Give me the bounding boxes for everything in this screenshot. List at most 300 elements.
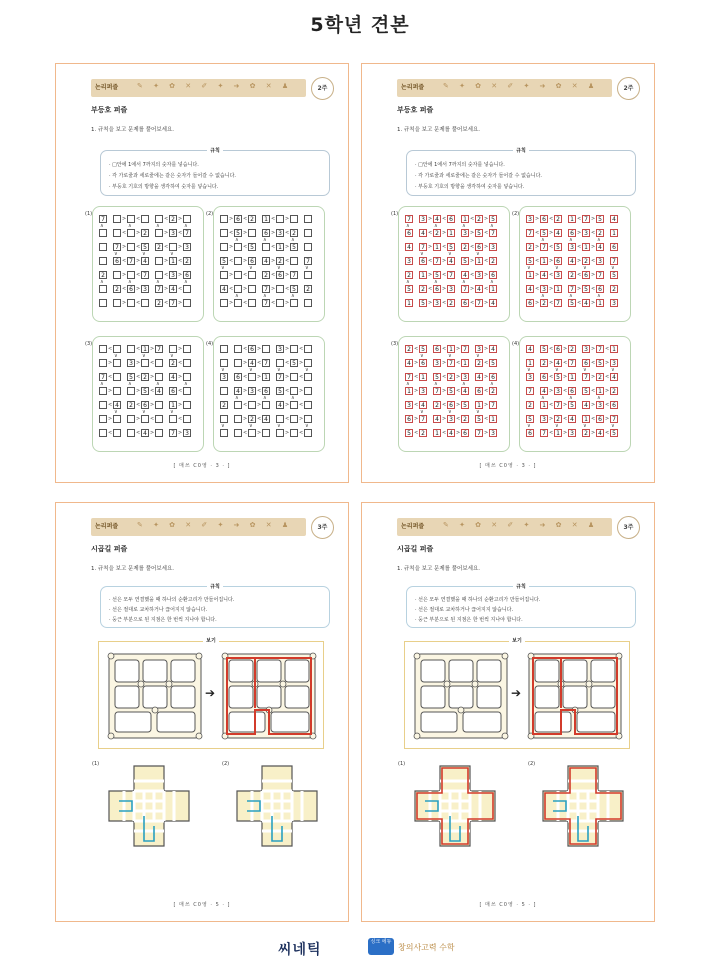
number-cell[interactable]: 5 — [526, 257, 534, 265]
number-cell[interactable]: 7 — [155, 285, 163, 293]
number-cell[interactable]: 7 — [405, 215, 413, 223]
number-cell[interactable]: 3 — [582, 229, 590, 237]
number-cell[interactable]: 4 — [433, 415, 441, 423]
number-cell[interactable] — [304, 345, 312, 353]
number-cell[interactable]: 2 — [169, 359, 177, 367]
number-cell[interactable] — [304, 229, 312, 237]
number-cell[interactable]: 1 — [405, 387, 413, 395]
number-cell[interactable]: 3 — [183, 243, 191, 251]
number-cell[interactable] — [127, 215, 135, 223]
number-cell[interactable] — [141, 415, 149, 423]
number-cell[interactable]: 6 — [405, 415, 413, 423]
number-cell[interactable] — [290, 345, 298, 353]
number-cell[interactable]: 4 — [447, 429, 455, 437]
number-cell[interactable]: 6 — [248, 345, 256, 353]
number-cell[interactable] — [155, 257, 163, 265]
number-cell[interactable] — [220, 271, 228, 279]
number-cell[interactable]: 6 — [475, 243, 483, 251]
number-cell[interactable]: 4 — [447, 257, 455, 265]
number-cell[interactable]: 3 — [610, 359, 618, 367]
number-cell[interactable]: 4 — [220, 285, 228, 293]
number-cell[interactable]: 2 — [248, 415, 256, 423]
number-cell[interactable]: 3 — [419, 387, 427, 395]
number-cell[interactable]: 1 — [526, 359, 534, 367]
number-cell[interactable]: 5 — [141, 243, 149, 251]
number-cell[interactable]: 4 — [433, 215, 441, 223]
number-cell[interactable]: 3 — [248, 387, 256, 395]
number-cell[interactable] — [234, 429, 242, 437]
number-cell[interactable]: 3 — [489, 429, 497, 437]
number-cell[interactable]: 2 — [610, 285, 618, 293]
number-cell[interactable]: 7 — [169, 429, 177, 437]
number-cell[interactable]: 2 — [447, 299, 455, 307]
number-cell[interactable] — [304, 299, 312, 307]
number-cell[interactable]: 6 — [433, 345, 441, 353]
number-cell[interactable]: 6 — [489, 271, 497, 279]
number-cell[interactable]: 2 — [290, 229, 298, 237]
number-cell[interactable]: 2 — [582, 257, 590, 265]
number-cell[interactable]: 7 — [304, 257, 312, 265]
number-cell[interactable]: 7 — [582, 215, 590, 223]
number-cell[interactable] — [304, 429, 312, 437]
number-cell[interactable]: 6 — [461, 299, 469, 307]
number-cell[interactable]: 3 — [447, 415, 455, 423]
number-cell[interactable] — [234, 299, 242, 307]
number-cell[interactable] — [220, 387, 228, 395]
number-cell[interactable]: 5 — [276, 387, 284, 395]
number-cell[interactable] — [127, 429, 135, 437]
number-cell[interactable]: 4 — [461, 387, 469, 395]
number-cell[interactable]: 2 — [554, 415, 562, 423]
number-cell[interactable] — [262, 345, 270, 353]
number-cell[interactable]: 6 — [262, 229, 270, 237]
number-cell[interactable]: 2 — [304, 285, 312, 293]
number-cell[interactable]: 5 — [433, 373, 441, 381]
number-cell[interactable]: 7 — [526, 387, 534, 395]
number-cell[interactable] — [183, 345, 191, 353]
number-cell[interactable] — [127, 345, 135, 353]
number-cell[interactable]: 5 — [568, 299, 576, 307]
number-cell[interactable]: 1 — [582, 415, 590, 423]
number-cell[interactable]: 5 — [220, 257, 228, 265]
number-cell[interactable]: 3 — [169, 229, 177, 237]
number-cell[interactable]: 5 — [290, 285, 298, 293]
number-cell[interactable]: 4 — [582, 401, 590, 409]
number-cell[interactable] — [220, 229, 228, 237]
number-cell[interactable] — [155, 271, 163, 279]
number-cell[interactable]: 2 — [568, 271, 576, 279]
number-cell[interactable] — [234, 271, 242, 279]
number-cell[interactable]: 2 — [248, 215, 256, 223]
number-cell[interactable]: 7 — [475, 299, 483, 307]
number-cell[interactable]: 4 — [419, 401, 427, 409]
number-cell[interactable]: 5 — [419, 299, 427, 307]
number-cell[interactable]: 3 — [405, 257, 413, 265]
number-cell[interactable]: 3 — [568, 429, 576, 437]
number-cell[interactable] — [262, 429, 270, 437]
number-cell[interactable]: 4 — [568, 257, 576, 265]
number-cell[interactable]: 1 — [169, 401, 177, 409]
number-cell[interactable]: 2 — [489, 387, 497, 395]
number-cell[interactable]: 3 — [475, 345, 483, 353]
number-cell[interactable] — [248, 373, 256, 381]
number-cell[interactable]: 1 — [610, 345, 618, 353]
number-cell[interactable]: 4 — [540, 271, 548, 279]
number-cell[interactable]: 1 — [169, 257, 177, 265]
number-cell[interactable]: 7 — [582, 373, 590, 381]
number-cell[interactable]: 7 — [596, 345, 604, 353]
number-cell[interactable]: 7 — [290, 271, 298, 279]
number-cell[interactable]: 3 — [127, 359, 135, 367]
number-cell[interactable] — [99, 299, 107, 307]
number-cell[interactable]: 6 — [596, 415, 604, 423]
number-cell[interactable] — [304, 271, 312, 279]
number-cell[interactable]: 4 — [582, 299, 590, 307]
number-cell[interactable]: 3 — [568, 243, 576, 251]
number-cell[interactable]: 1 — [461, 359, 469, 367]
number-cell[interactable]: 3 — [461, 373, 469, 381]
number-cell[interactable]: 3 — [554, 387, 562, 395]
number-cell[interactable]: 3 — [433, 359, 441, 367]
number-cell[interactable]: 5 — [540, 229, 548, 237]
number-cell[interactable]: 6 — [582, 359, 590, 367]
number-cell[interactable] — [155, 401, 163, 409]
number-cell[interactable] — [276, 285, 284, 293]
number-cell[interactable]: 4 — [141, 429, 149, 437]
number-cell[interactable] — [183, 401, 191, 409]
number-cell[interactable]: 5 — [540, 345, 548, 353]
number-cell[interactable]: 6 — [447, 401, 455, 409]
number-cell[interactable]: 3 — [169, 271, 177, 279]
number-cell[interactable]: 7 — [262, 359, 270, 367]
number-cell[interactable] — [113, 299, 121, 307]
number-cell[interactable]: 6 — [526, 429, 534, 437]
number-cell[interactable] — [248, 285, 256, 293]
number-cell[interactable] — [127, 415, 135, 423]
number-cell[interactable]: 3 — [183, 429, 191, 437]
number-cell[interactable]: 1 — [489, 285, 497, 293]
number-cell[interactable]: 5 — [127, 373, 135, 381]
number-cell[interactable]: 4 — [475, 373, 483, 381]
number-cell[interactable] — [290, 429, 298, 437]
number-cell[interactable]: 3 — [610, 299, 618, 307]
number-cell[interactable]: 1 — [262, 215, 270, 223]
number-cell[interactable]: 1 — [582, 243, 590, 251]
number-cell[interactable] — [155, 429, 163, 437]
number-cell[interactable]: 4 — [405, 243, 413, 251]
number-cell[interactable]: 4 — [405, 359, 413, 367]
number-cell[interactable]: 6 — [419, 359, 427, 367]
number-cell[interactable]: 5 — [554, 373, 562, 381]
number-cell[interactable] — [113, 345, 121, 353]
number-cell[interactable]: 6 — [169, 387, 177, 395]
number-cell[interactable]: 3 — [582, 345, 590, 353]
number-cell[interactable]: 3 — [405, 401, 413, 409]
number-cell[interactable]: 3 — [141, 285, 149, 293]
number-cell[interactable]: 6 — [234, 373, 242, 381]
number-cell[interactable]: 3 — [447, 285, 455, 293]
number-cell[interactable]: 6 — [183, 271, 191, 279]
number-cell[interactable]: 5 — [582, 285, 590, 293]
number-cell[interactable]: 7 — [113, 243, 121, 251]
number-cell[interactable]: 6 — [248, 257, 256, 265]
number-cell[interactable] — [169, 345, 177, 353]
number-cell[interactable]: 7 — [99, 373, 107, 381]
number-cell[interactable]: 4 — [610, 373, 618, 381]
number-cell[interactable]: 7 — [276, 373, 284, 381]
number-cell[interactable]: 6 — [610, 401, 618, 409]
number-cell[interactable]: 1 — [540, 257, 548, 265]
number-cell[interactable] — [290, 415, 298, 423]
number-cell[interactable] — [113, 359, 121, 367]
number-cell[interactable]: 7 — [489, 229, 497, 237]
number-cell[interactable] — [113, 387, 121, 395]
number-cell[interactable]: 6 — [568, 229, 576, 237]
number-cell[interactable]: 7 — [610, 257, 618, 265]
number-cell[interactable] — [290, 373, 298, 381]
number-cell[interactable]: 7 — [447, 359, 455, 367]
number-cell[interactable]: 1 — [447, 345, 455, 353]
number-cell[interactable]: 1 — [475, 401, 483, 409]
number-cell[interactable]: 6 — [419, 257, 427, 265]
number-cell[interactable] — [234, 359, 242, 367]
number-cell[interactable] — [99, 415, 107, 423]
number-cell[interactable]: 7 — [262, 299, 270, 307]
number-cell[interactable]: 5 — [582, 387, 590, 395]
number-cell[interactable]: 7 — [141, 271, 149, 279]
number-cell[interactable] — [113, 215, 121, 223]
number-cell[interactable]: 6 — [610, 243, 618, 251]
number-cell[interactable]: 6 — [433, 285, 441, 293]
number-cell[interactable] — [127, 299, 135, 307]
number-cell[interactable]: 5 — [554, 243, 562, 251]
number-cell[interactable] — [155, 359, 163, 367]
number-cell[interactable] — [276, 429, 284, 437]
number-cell[interactable] — [290, 387, 298, 395]
number-cell[interactable]: 3 — [276, 229, 284, 237]
number-cell[interactable]: 2 — [596, 373, 604, 381]
number-cell[interactable]: 4 — [475, 285, 483, 293]
number-cell[interactable]: 5 — [526, 415, 534, 423]
number-cell[interactable]: 5 — [610, 271, 618, 279]
number-cell[interactable] — [220, 415, 228, 423]
number-cell[interactable]: 6 — [526, 299, 534, 307]
number-cell[interactable] — [99, 229, 107, 237]
number-cell[interactable] — [99, 243, 107, 251]
number-cell[interactable] — [141, 359, 149, 367]
number-cell[interactable]: 7 — [419, 243, 427, 251]
number-cell[interactable] — [220, 345, 228, 353]
number-cell[interactable]: 1 — [568, 215, 576, 223]
number-cell[interactable] — [262, 243, 270, 251]
number-cell[interactable]: 1 — [419, 271, 427, 279]
number-cell[interactable] — [141, 299, 149, 307]
number-cell[interactable]: 7 — [183, 229, 191, 237]
number-cell[interactable] — [248, 299, 256, 307]
number-cell[interactable]: 4 — [248, 359, 256, 367]
number-cell[interactable]: 3 — [596, 401, 604, 409]
number-cell[interactable] — [127, 271, 135, 279]
number-cell[interactable]: 2 — [155, 299, 163, 307]
number-cell[interactable]: 3 — [475, 271, 483, 279]
number-cell[interactable]: 2 — [489, 257, 497, 265]
number-cell[interactable]: 6 — [461, 429, 469, 437]
number-cell[interactable] — [169, 243, 177, 251]
number-cell[interactable]: 7 — [540, 243, 548, 251]
number-cell[interactable] — [155, 415, 163, 423]
number-cell[interactable]: 6 — [568, 387, 576, 395]
number-cell[interactable]: 1 — [141, 345, 149, 353]
number-cell[interactable]: 2 — [596, 229, 604, 237]
number-cell[interactable] — [141, 215, 149, 223]
number-cell[interactable]: 7 — [554, 299, 562, 307]
number-cell[interactable]: 5 — [447, 387, 455, 395]
number-cell[interactable]: 7 — [526, 229, 534, 237]
number-cell[interactable]: 2 — [405, 271, 413, 279]
number-cell[interactable]: 4 — [610, 215, 618, 223]
number-cell[interactable] — [127, 229, 135, 237]
number-cell[interactable]: 5 — [290, 359, 298, 367]
number-cell[interactable]: 5 — [419, 345, 427, 353]
number-cell[interactable] — [290, 215, 298, 223]
number-cell[interactable]: 5 — [475, 415, 483, 423]
number-cell[interactable]: 7 — [433, 387, 441, 395]
number-cell[interactable]: 5 — [568, 401, 576, 409]
number-cell[interactable]: 2 — [433, 401, 441, 409]
number-cell[interactable]: 4 — [262, 415, 270, 423]
number-cell[interactable] — [127, 387, 135, 395]
number-cell[interactable]: 4 — [262, 257, 270, 265]
number-cell[interactable]: 5 — [475, 229, 483, 237]
number-cell[interactable]: 3 — [554, 271, 562, 279]
number-cell[interactable]: 4 — [113, 401, 121, 409]
number-cell[interactable]: 7 — [461, 285, 469, 293]
number-cell[interactable]: 2 — [540, 299, 548, 307]
number-cell[interactable]: 1 — [540, 401, 548, 409]
number-cell[interactable] — [99, 387, 107, 395]
number-cell[interactable]: 4 — [141, 257, 149, 265]
number-cell[interactable]: 2 — [419, 429, 427, 437]
number-cell[interactable]: 2 — [475, 359, 483, 367]
number-cell[interactable]: 6 — [489, 373, 497, 381]
number-cell[interactable]: 4 — [554, 229, 562, 237]
number-cell[interactable]: 6 — [540, 215, 548, 223]
number-cell[interactable]: 5 — [234, 229, 242, 237]
number-cell[interactable] — [234, 415, 242, 423]
number-cell[interactable] — [99, 359, 107, 367]
number-cell[interactable] — [99, 257, 107, 265]
number-cell[interactable] — [113, 429, 121, 437]
number-cell[interactable]: 4 — [155, 387, 163, 395]
number-cell[interactable]: 2 — [540, 359, 548, 367]
number-cell[interactable]: 5 — [461, 257, 469, 265]
number-cell[interactable]: 1 — [568, 373, 576, 381]
number-cell[interactable]: 3 — [526, 215, 534, 223]
number-cell[interactable]: 7 — [127, 257, 135, 265]
number-cell[interactable]: 7 — [596, 271, 604, 279]
number-cell[interactable]: 2 — [405, 345, 413, 353]
number-cell[interactable]: 1 — [262, 373, 270, 381]
number-cell[interactable] — [99, 401, 107, 409]
number-cell[interactable]: 2 — [582, 429, 590, 437]
number-cell[interactable]: 7 — [433, 257, 441, 265]
number-cell[interactable] — [304, 387, 312, 395]
number-cell[interactable] — [220, 299, 228, 307]
number-cell[interactable]: 5 — [447, 243, 455, 251]
number-cell[interactable]: 4 — [169, 373, 177, 381]
number-cell[interactable] — [290, 299, 298, 307]
number-cell[interactable]: 7 — [169, 299, 177, 307]
number-cell[interactable]: 7 — [155, 345, 163, 353]
number-cell[interactable] — [155, 373, 163, 381]
number-cell[interactable]: 1 — [475, 257, 483, 265]
number-cell[interactable]: 6 — [113, 257, 121, 265]
number-cell[interactable]: 3 — [540, 415, 548, 423]
number-cell[interactable]: 5 — [489, 215, 497, 223]
number-cell[interactable]: 3 — [433, 299, 441, 307]
number-cell[interactable] — [276, 215, 284, 223]
number-cell[interactable]: 4 — [526, 285, 534, 293]
number-cell[interactable] — [155, 215, 163, 223]
number-cell[interactable]: 3 — [461, 229, 469, 237]
number-cell[interactable] — [183, 299, 191, 307]
number-cell[interactable]: 2 — [183, 257, 191, 265]
number-cell[interactable]: 2 — [220, 401, 228, 409]
number-cell[interactable]: 2 — [276, 257, 284, 265]
number-cell[interactable]: 4 — [489, 345, 497, 353]
number-cell[interactable]: 2 — [141, 229, 149, 237]
number-cell[interactable]: 1 — [610, 229, 618, 237]
number-cell[interactable] — [234, 345, 242, 353]
number-cell[interactable]: 1 — [596, 299, 604, 307]
number-cell[interactable]: 1 — [276, 243, 284, 251]
number-cell[interactable]: 4 — [169, 285, 177, 293]
number-cell[interactable]: 7 — [262, 285, 270, 293]
number-cell[interactable]: 4 — [540, 387, 548, 395]
number-cell[interactable]: 4 — [461, 271, 469, 279]
number-cell[interactable] — [234, 401, 242, 409]
number-cell[interactable] — [304, 373, 312, 381]
number-cell[interactable] — [290, 401, 298, 409]
number-cell[interactable] — [304, 359, 312, 367]
number-cell[interactable] — [183, 373, 191, 381]
number-cell[interactable] — [183, 215, 191, 223]
number-cell[interactable] — [234, 243, 242, 251]
number-cell[interactable]: 6 — [540, 373, 548, 381]
number-cell[interactable]: 5 — [405, 285, 413, 293]
number-cell[interactable] — [262, 401, 270, 409]
number-cell[interactable]: 4 — [596, 429, 604, 437]
number-cell[interactable] — [248, 229, 256, 237]
number-cell[interactable] — [127, 243, 135, 251]
number-cell[interactable]: 5 — [610, 429, 618, 437]
number-cell[interactable]: 7 — [489, 401, 497, 409]
number-cell[interactable] — [290, 257, 298, 265]
number-cell[interactable]: 6 — [554, 257, 562, 265]
number-cell[interactable]: 3 — [220, 373, 228, 381]
number-cell[interactable]: 3 — [489, 243, 497, 251]
number-cell[interactable]: 2 — [127, 401, 135, 409]
number-cell[interactable]: 1 — [433, 429, 441, 437]
number-cell[interactable] — [183, 415, 191, 423]
number-cell[interactable]: 1 — [596, 387, 604, 395]
number-cell[interactable]: 2 — [526, 243, 534, 251]
number-cell[interactable]: 7 — [405, 373, 413, 381]
number-cell[interactable] — [113, 415, 121, 423]
number-cell[interactable] — [99, 345, 107, 353]
number-cell[interactable]: 2 — [461, 415, 469, 423]
number-cell[interactable]: 4 — [419, 229, 427, 237]
